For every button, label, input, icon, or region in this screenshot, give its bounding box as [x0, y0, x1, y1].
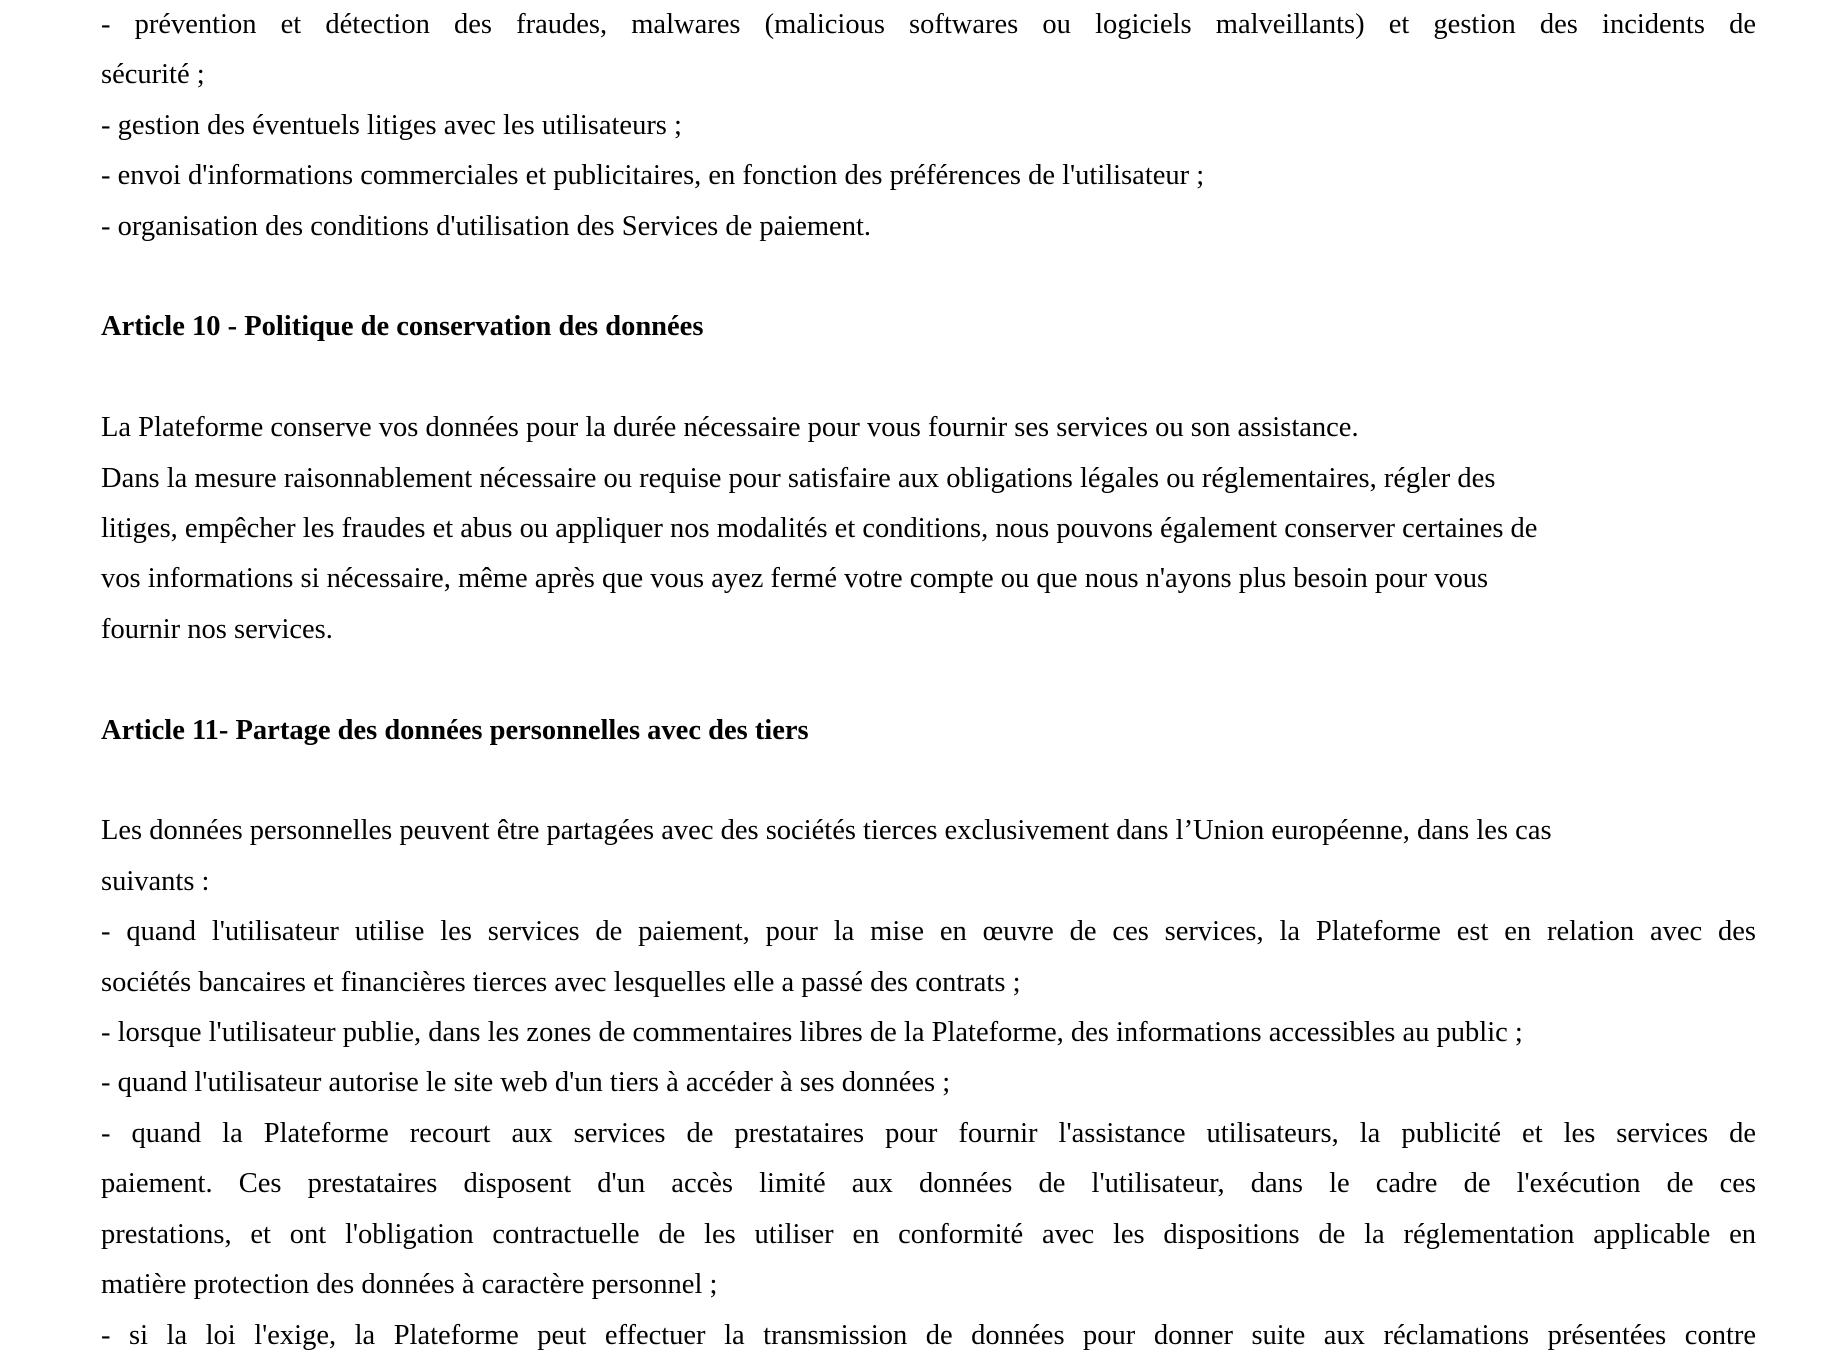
paragraph-spacer	[101, 353, 1756, 403]
paragraph-spacer	[101, 655, 1756, 705]
list-item-fraud-line-1: - prévention et détection des fraudes, malwares (malicious softwares ou logiciels malveillants) et gestion des incidents de	[101, 9, 1756, 40]
document-page	[101, 0, 1756, 1361]
article-11-line-10: matière protection des données à caractère personnel ;	[101, 1269, 718, 1301]
list-item-commercial-info: - envoi d'informations commerciales et publicitaires, en fonction des préférences de l'utilisateur ;	[101, 160, 1205, 192]
paragraph-spacer	[101, 252, 1756, 302]
article-11-line-1: Les données personnelles peuvent être partagées avec des sociétés tierces exclusivement dans l’Union européenne, dans les cas	[101, 815, 1552, 847]
article-11-line-11: - si la loi l'exige, la Plateforme peut effectuer la transmission de données pour donner suite aux réclamations présentées contre	[101, 1319, 1756, 1351]
article-11-line-3: - quand l'utilisateur utilise les services de paiement, pour la mise en œuvre de ces services, la Plateforme est en relation avec des	[101, 916, 1756, 948]
article-10-line-5: fournir nos services.	[101, 613, 333, 645]
article-11-heading: Article 11- Partage des données personnelles avec des tiers	[101, 714, 809, 746]
paragraph-spacer	[101, 756, 1756, 806]
article-11-line-2: suivants :	[101, 865, 210, 897]
article-10-heading: Article 10 - Politique de conservation des données	[101, 311, 704, 343]
article-11-line-4: sociétés bancaires et financières tierces avec lesquelles elle a passé des contrats ;	[101, 966, 1021, 998]
article-11-line-6: - quand l'utilisateur autorise le site web d'un tiers à accéder à ses données ;	[101, 1067, 951, 1099]
article-11-line-5: - lorsque l'utilisateur publie, dans les zones de commentaires libres de la Plateforme, des informations accessibles au public ;	[101, 1017, 1523, 1049]
article-11-line-9: prestations, et ont l'obligation contractuelle de les utiliser en conformité avec les dispositions de la réglementation applicable en	[101, 1218, 1756, 1250]
article-10-line-4: vos informations si nécessaire, même après que vous ayez fermé votre compte ou que nous n'ayons plus besoin pour vous	[101, 563, 1489, 595]
list-item-fraud-line-2: sécurité ;	[101, 59, 205, 91]
article-10-line-1: La Plateforme conserve vos données pour la durée nécessaire pour vous fournir ses services ou son assistance.	[101, 412, 1359, 444]
article-11-line-8: paiement. Ces prestataires disposent d'un accès limité aux données de l'utilisateur, dans le cadre de l'exécution de ces	[101, 1168, 1756, 1200]
article-10-line-3: litiges, empêcher les fraudes et abus ou appliquer nos modalités et conditions, nous pouvons également conserver certaines de	[101, 513, 1538, 545]
article-10-line-2: Dans la mesure raisonnablement nécessaire ou requise pour satisfaire aux obligations légales ou réglementaires, régler des	[101, 462, 1496, 494]
list-item-disputes: - gestion des éventuels litiges avec les utilisateurs ;	[101, 109, 682, 141]
article-11-line-7: - quand la Plateforme recourt aux services de prestataires pour fournir l'assistance utilisateurs, la publicité et les services de	[101, 1117, 1756, 1149]
list-item-payment-conditions: - organisation des conditions d'utilisation des Services de paiement.	[101, 210, 872, 242]
